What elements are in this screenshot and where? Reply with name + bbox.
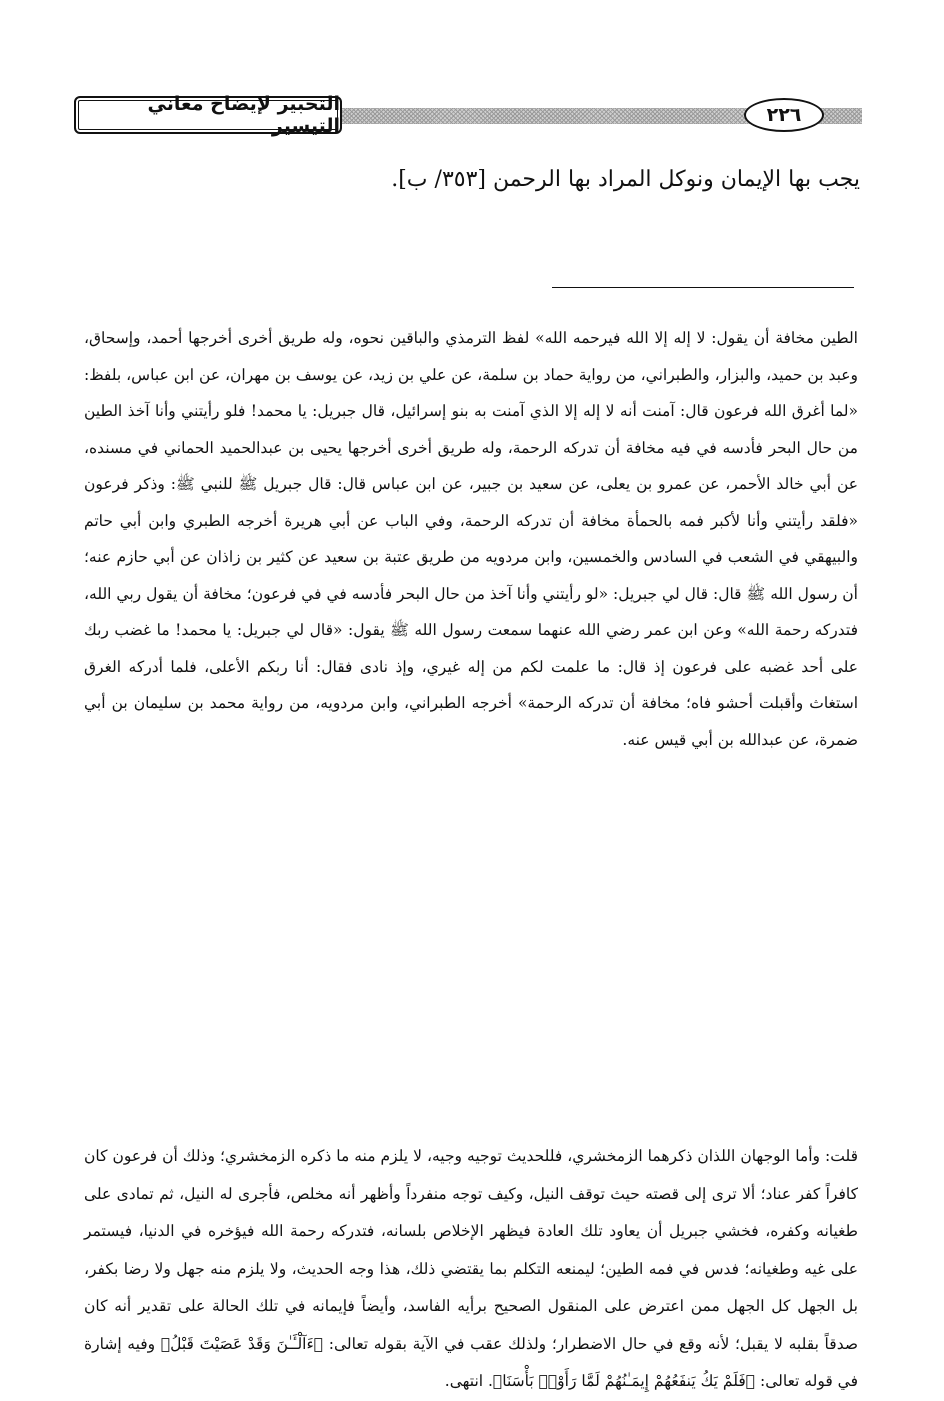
commentary-paragraph-block — [84, 1138, 858, 1401]
page-header — [74, 93, 862, 137]
page-number-oval — [744, 98, 824, 132]
page-number: ٢٢٦ — [766, 104, 802, 126]
book-title: التحبير لإيضاح معاني التيسير — [147, 93, 340, 137]
footnote-separator — [552, 287, 854, 288]
footnote-paragraph-block — [84, 320, 858, 758]
footnote-paragraph: الطين مخافة أن يقول: لا إله إلا الله فيرحمه الله» لفظ الترمذي والباقين نحوه، وله طريق أخرى أخرجها أحمد، وإسحاق، وعبد بن حميد، والبزار، والطبراني، من رواية حماد بن سلمة، عن علي بن زيد، عن يوسف بن مهران، عن ابن عباس، بلفظ: «لما أغرق الله فرعون قال: آمنت أنه لا إله إلا الذي آمنت به بنو إسرائيل، قال جبريل: يا محمد! فلو رأيتني وأنا آخذ الطين من حال البحر فأدسه في فيه مخافة أن تدركه الرحمة، وله طريق أخرى أخرجها يحيى بن عبدالحميد الحماني في مسنده، عن أبي خالد الأحمر، عن عمرو بن يعلى، عن سعيد بن جبير، عن ابن عباس قال: قال جبريل ﷺ للنبي ﷺ: وذكر فرعون «فلقد رأيتني وأنا لأكبر فمه بالحمأة مخافة أن تدركه الرحمة، وفي الباب عن أبي هريرة أخرجه الطبري وابن أبي حاتم والبيهقي في الشعب في السادس والخمسين، وابن مردويه من طريق عتبة بن سعيد عن كثير بن زاذان عن أبي حازم عنه؛ أن رسول الله ﷺ قال: قال لي جبريل: «لو رأيتني وأنا آخذ من حال البحر فأدسه في في فرعون؛ مخافة أن يقول ربي الله، فتدركه رحمة الله» وعن ابن عمر رضي الله عنهما سمعت رسول الله ﷺ يقول: «قال لي جبريل: يا محمد! ما غضب ربك على أحد غضبه على فرعون إذ قال: ما علمت لكم من إله غيري، وإذ نادى فقال: أنا ربكم الأعلى، فلما أدركه الغرق استغاث وأقبلت أحشو فاه؛ مخافة أن تدركه الرحمة» أخرجه الطبراني، وابن مردويه، من رواية محمد بن سليمان بن أبي ضمرة، عن عبدالله بن أبي قيس عنه. — [84, 329, 858, 749]
commentary-paragraph: قلت: وأما الوجهان اللذان ذكرهما الزمخشري، فللحديث توجيه وجيه، لا يلزم منه ما ذكره الزمخشري؛ وذلك أن فرعون كان كافراً كفر عناد؛ ألا ترى إلى قصته حيث توقف النيل، وكيف توجه منفرداً وأظهر أنه مخلص، فأجرى له النيل، ثم تمادى على طغيانه وكفره، فخشي جبريل أن يعاود تلك العادة فيظهر الإخلاص بلسانه، فتدركه رحمة الله فيؤخره في الدنيا، فيستمر على غيه وطغيانه؛ فدس في فمه الطين؛ ليمنعه التكلم بما يقتضي ذلك، هذا وجه الحديث، ولا يلزم منه جهل ولا رضا بكفر، بل الجهل كل الجهل ممن اعترض على المنقول الصحيح برأيه الفاسد، وأيضاً فإيمانه في تلك الحالة على تقدير أنه كان صدقاً بقلبه لا يقبل؛ لأنه وقع في حال الاضطرار؛ ولذلك عقب في الآية بقوله تعالى: ﴿ءَآلْـَٔـٰنَ وَقَدْ عَصَيْتَ قَبْلُ﴾ وفيه إشارة في قوله تعالى: ﴿فَلَمْ يَكُ يَنفَعُهُمْ إِيمَـٰنُهُمْ لَمَّا رَأَوْا۟ بَأْسَنَا﴾. انتهى. — [84, 1147, 858, 1390]
main-text-line: يجب بها الإيمان ونوكل المراد بها الرحمن [٣٥٣/ ب]. — [391, 167, 860, 192]
book-title-box — [74, 93, 342, 137]
